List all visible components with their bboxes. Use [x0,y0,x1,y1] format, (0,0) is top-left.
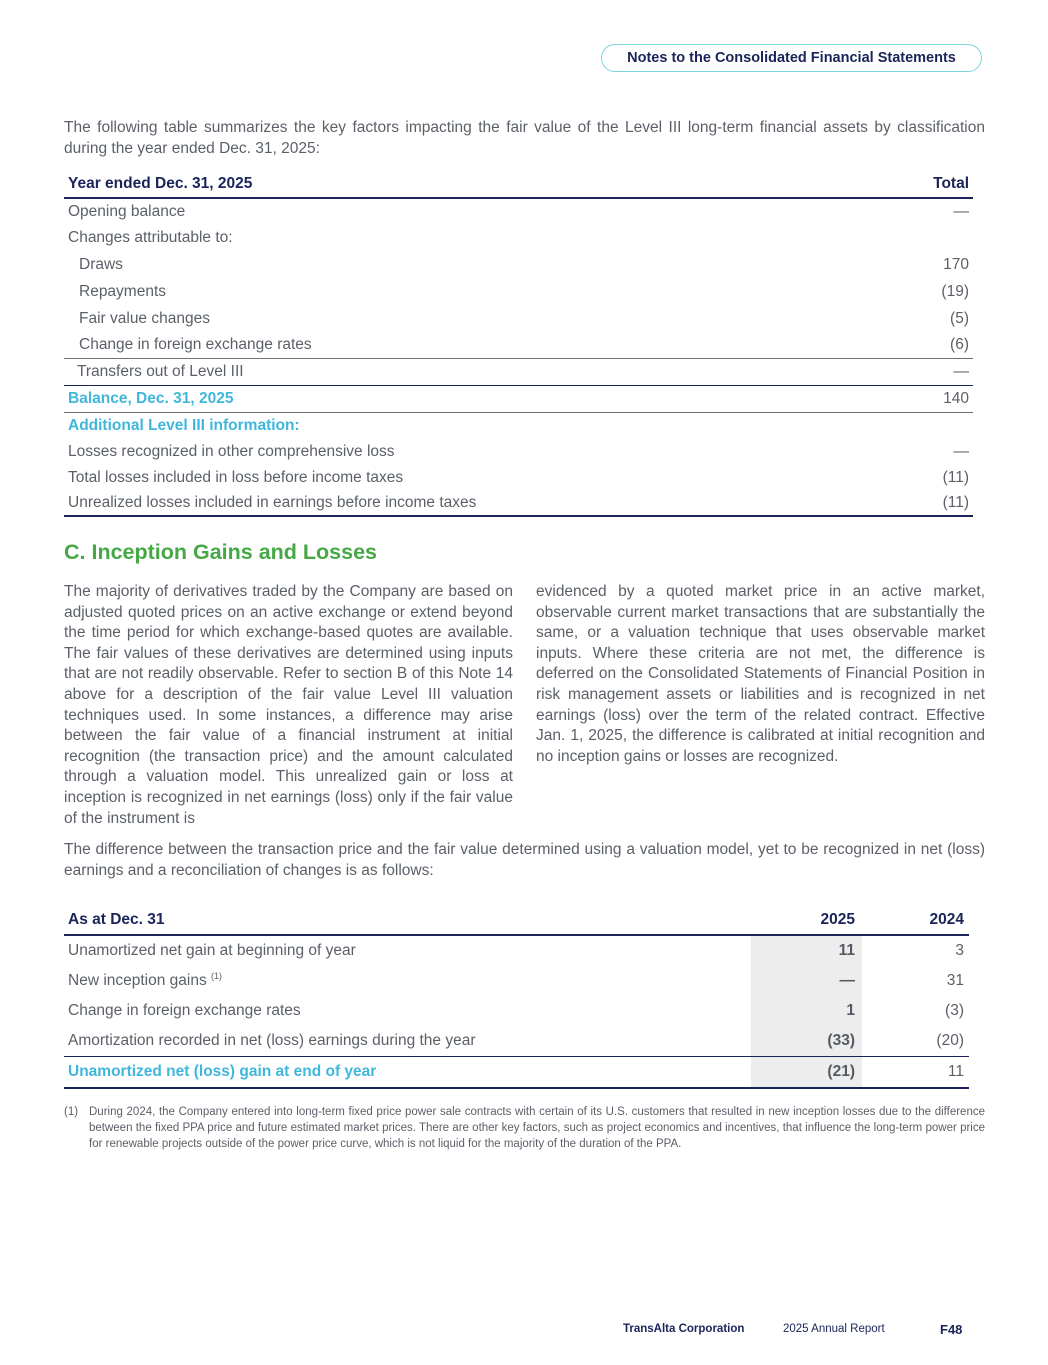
row-label: Balance, Dec. 31, 2025 [68,390,234,407]
reconciliation-paragraph: The difference between the transaction price and the fair value determined using a valuation model, yet to be recognized in net (loss) earnings and a reconciliation of changes is as follows: [64,841,985,879]
value-2025: — [751,966,862,996]
row-value: 140 [943,390,969,407]
footnote-text: During 2024, the Company entered into long-term fixed price power sale contracts with certain of its U.S. customers that resulted in new inception losses due to the difference between the fixed PPA price and future estimated market prices. There are other key factors, such as project economics and incentives, that influence the long-term power price for renewable projects outside of the power price curve, which is not liquid for the majority of the duration of the PPA. [89,1106,985,1150]
section-header-badge: Notes to the Consolidated Financial Statements [601,44,982,72]
column-header-label: As at Dec. 31 [68,911,165,928]
footer-company: TransAlta Corporation [623,1323,745,1335]
row-label: Unamortized net gain at beginning of year [68,942,356,959]
row-value: (6) [950,336,969,353]
table-row [64,332,973,358]
row-label: Losses recognized in other comprehensive loss [68,443,395,460]
footnote-marker: (1) [64,1106,79,1118]
table-row [64,251,973,278]
row-label: Opening balance [68,203,186,220]
table-row [64,465,973,490]
column-header-2025: 2025 [820,911,855,928]
table-row [64,199,973,225]
table-header-row [64,906,969,936]
row-label: Unamortized net (loss) gain at end of year [68,1063,377,1080]
value-2024: 31 [946,972,964,989]
table-row [64,439,973,465]
row-label: Change in foreign exchange rates [79,336,312,353]
table-row [64,490,973,517]
table-row [64,225,973,251]
footnote-reference: (1) [211,971,223,982]
value-2024: (3) [945,1002,964,1019]
value-2025: (21) [751,1057,862,1087]
inception-table [64,906,969,1089]
value-2024: 3 [955,942,964,959]
value-2024: (20) [936,1032,964,1049]
table-row [64,996,969,1026]
row-label: Transfers out of Level III [77,363,244,380]
row-value: (11) [942,493,969,511]
row-value: 170 [943,255,969,273]
intro-paragraph: The following table summarizes the key factors impacting the fair value of the Level III long-term financial assets by classification during the year ended Dec. 31, 2025: [64,119,985,157]
row-label: Repayments [79,282,167,300]
column-header-label: Year ended Dec. 31, 2025 [68,175,253,192]
row-label [64,971,751,990]
row-value: (19) [941,282,969,300]
table-row-total [64,1057,969,1089]
footer-page-number: F48 [940,1322,963,1337]
level3-table [64,171,973,517]
table-row [64,1026,969,1057]
value-2025: (33) [751,1026,862,1056]
table-row-balance [64,385,973,413]
table-row [64,278,973,305]
row-label: Additional Level III information: [68,417,300,434]
row-label: Unrealized losses included in earnings before income taxes [68,493,477,511]
row-label: Draws [79,255,123,273]
value-2025: 1 [751,996,862,1026]
footnote [64,1104,985,1152]
row-label: Total losses included in loss before income taxes [68,468,404,486]
row-value: — [953,363,969,380]
footer-report: 2025 Annual Report [783,1323,885,1335]
table-header-row [64,171,973,199]
table-row-subheading [64,413,973,439]
row-value: — [953,443,969,460]
table-row [64,305,973,332]
body-column-left: The majority of derivatives traded by the Company are based on adjusted quoted prices on an active exchange or extend beyond the time period for which exchange-based quotes are available. The fair values of these derivatives are determined using inputs that are not readily observable. Refer to section B of this Note 14 above for a description of the fair value Level III valuation techniques used. In some instances, a difference may arise between the fair value of a financial instrument at initial recognition (the transaction price) and the amount calculated through a valuation model. This unrealized gain or loss at inception is recognized in net earnings (loss) only if the fair value of the instrument is [64,583,513,827]
table-row [64,936,969,966]
row-value: (11) [942,468,969,486]
table-row [64,358,973,385]
value-2024: 11 [947,1063,964,1080]
table-row [64,966,969,996]
value-2025: 11 [751,936,862,966]
row-value: — [953,203,969,220]
section-title: C. Inception Gains and Losses [64,540,378,564]
row-label-text: New inception gains [68,972,207,990]
row-label: Fair value changes [79,309,210,327]
row-label: Amortization recorded in net (loss) earnings during the year [68,1032,476,1049]
row-label: Changes attributable to: [68,229,233,246]
column-header-total: Total [933,175,969,192]
body-column-right: evidenced by a quoted market price in an active market, observable current market transactions that are substantially the same, or a valuation technique that uses observable market inputs. Where these criteria are not met, the difference is deferred on the Consolidated Statements of Financial Position in risk management assets or liabilities and is recognized in net earnings (loss) over the term of the related contract. Effective Jan. 1, 2025, the difference is calibrated at initial recognition and no inception gains or losses are recognized. [536,583,985,765]
column-header-2024: 2024 [929,911,964,928]
row-value: (5) [950,309,969,327]
row-label: Change in foreign exchange rates [68,1002,301,1019]
